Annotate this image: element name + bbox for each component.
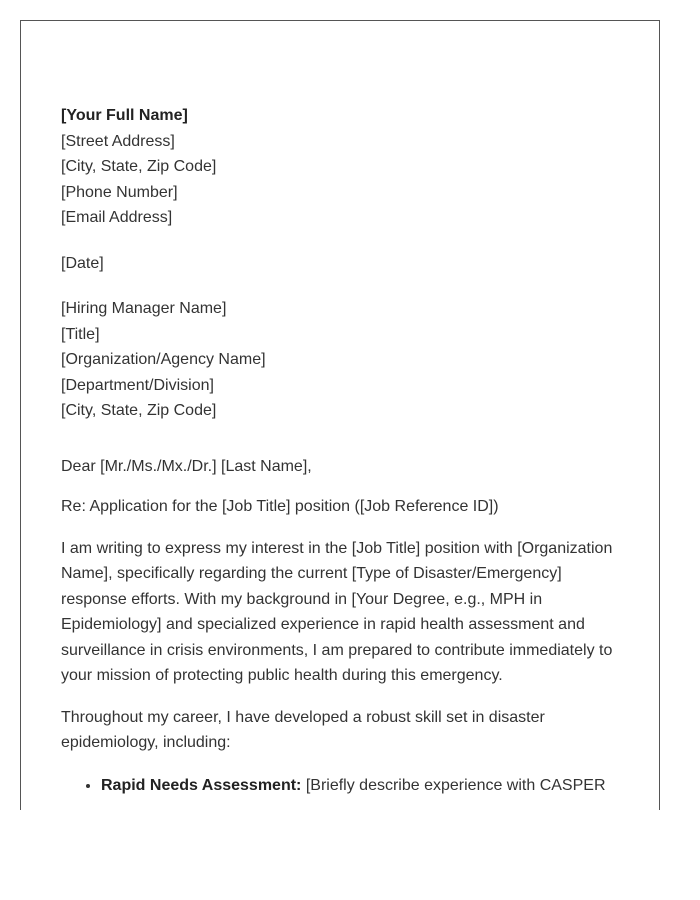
skills-list [61,773,621,799]
sender-email: [Email Address] [61,209,173,226]
intro-line: Name], specifically regarding the current [Type of Disaster/Emergency] [61,565,562,582]
skill-text: [Briefly describe experience with CASPER [301,776,606,794]
recipient-title: [Title] [61,325,100,343]
letter-page [20,20,660,810]
sender-block [61,103,621,231]
list-item [101,773,621,799]
sender-phone: [Phone Number] [61,183,178,201]
skills-intro-line: epidemiology, including: [61,734,231,751]
salutation: Dear [Mr./Ms./Mx./Dr.] [Last Name], [61,457,312,475]
recipient-block [61,296,621,424]
intro-line: your mission of protecting public health during this emergency. [61,667,503,684]
letter-content [61,103,621,798]
skill-title: Rapid Needs Assessment: [101,776,302,794]
letter-date: [Date] [61,254,104,272]
sender-city: [City, State, Zip Code] [61,158,217,175]
re-line: Re: Application for the [Job Title] position ([Job Reference ID]) [61,498,499,515]
intro-line: response efforts. With my background in [Your Degree, e.g., MPH in [61,590,543,608]
intro-paragraph [61,536,621,689]
recipient-organization: [Organization/Agency Name] [61,351,266,368]
recipient-manager: [Hiring Manager Name] [61,300,227,317]
sender-street: [Street Address] [61,132,175,150]
skills-intro-paragraph [61,705,621,756]
intro-line: Epidemiology] and specialized experience in rapid health assessment and [61,616,585,633]
recipient-city: [City, State, Zip Code] [61,402,217,419]
skills-intro-line: Throughout my career, I have developed a robust skill set in disaster [61,708,545,726]
sender-name: [Your Full Name] [61,107,188,124]
intro-line: I am writing to express my interest in the [Job Title] position with [Organization [61,539,613,557]
recipient-department: [Department/Division] [61,376,214,394]
intro-line: surveillance in crisis environments, I am prepared to contribute immediately to [61,641,613,659]
date-block [61,251,621,277]
